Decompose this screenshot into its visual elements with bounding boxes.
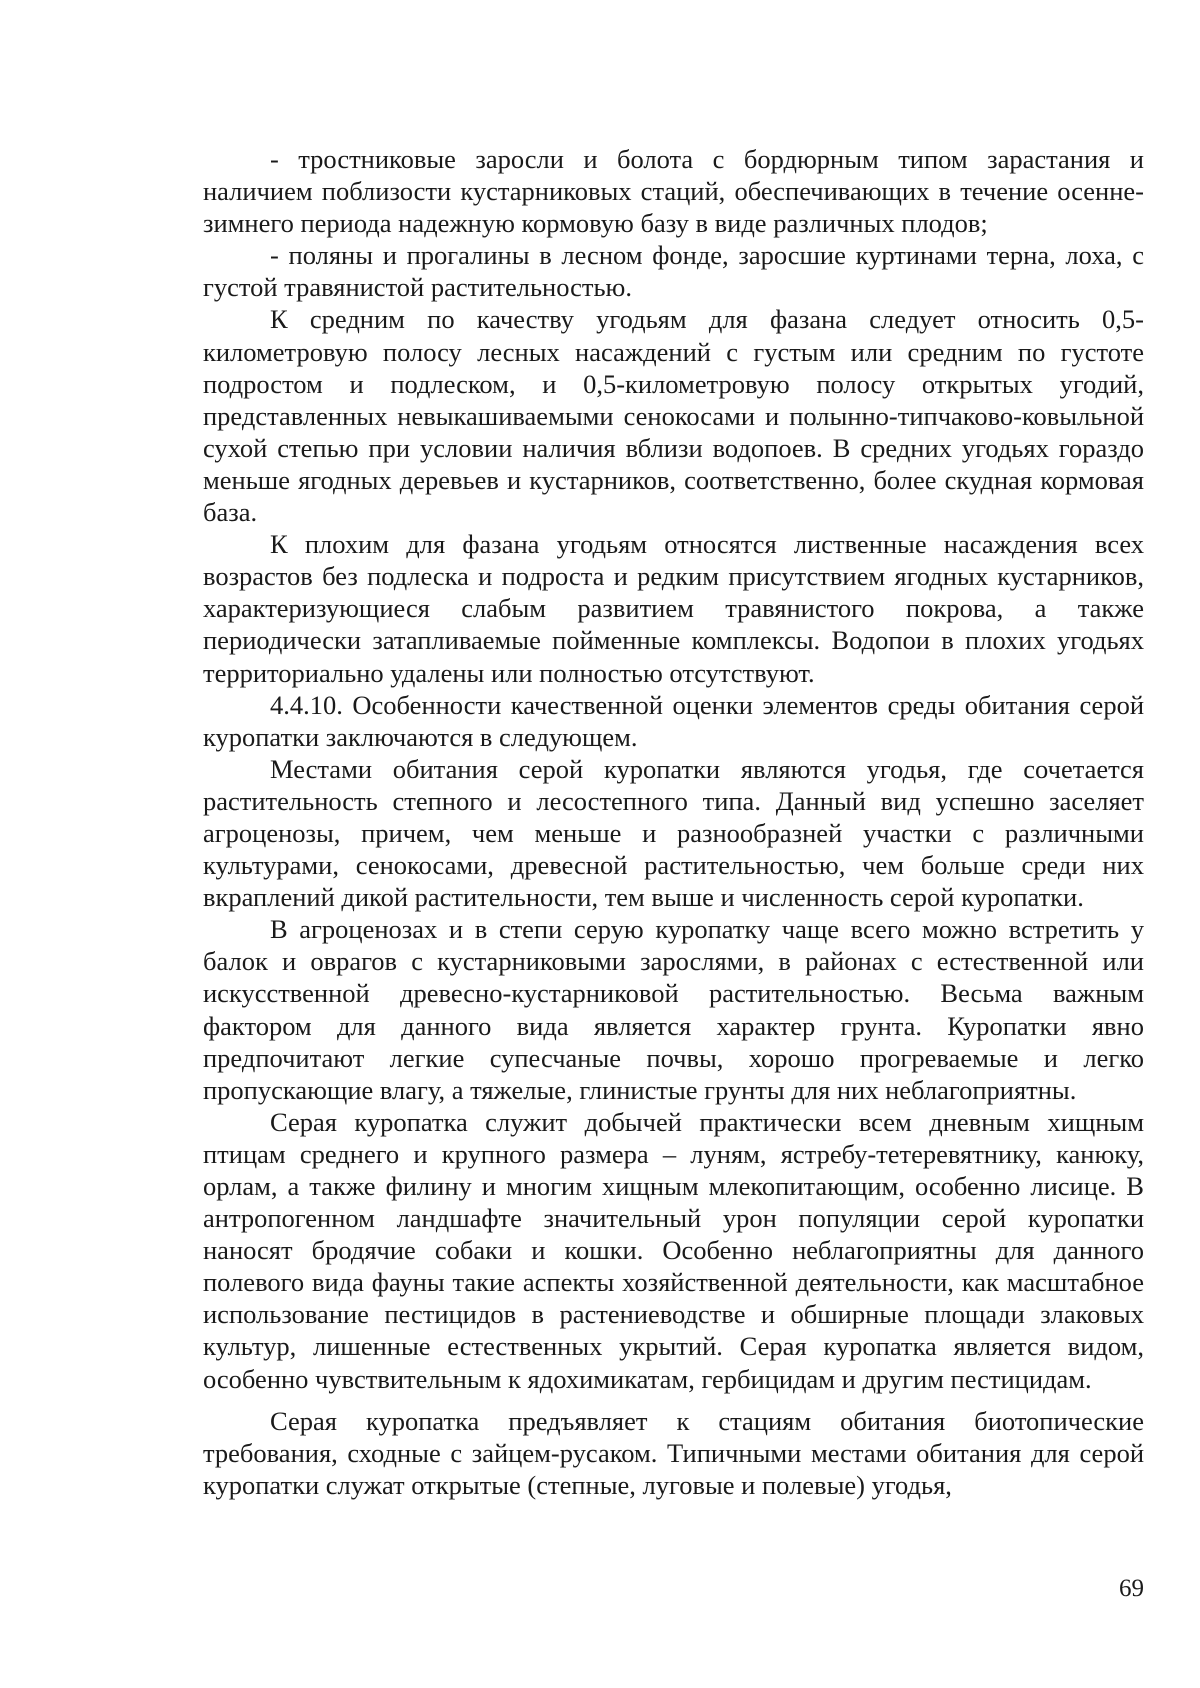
- paragraph-partridge-habitats: Местами обитания серой куропатки являются угодья, где сочетается растительность степного и лесостепного типа. Данный вид успешно заселяет агроценозы, причем, чем меньше и разнообразней участки с различными культурами, сенокосами, древесной растительностью, чем больше среди них вкраплений дикой растительности, тем выше и численность серой куропатки.: [203, 753, 1144, 913]
- page-body: [203, 143, 1144, 1501]
- paragraph-section-4-4-10: 4.4.10. Особенности качественной оценки элементов среды обитания серой куропатки заключаются в следующем.: [203, 689, 1144, 752]
- paragraph-biotope-requirements: Серая куропатка предъявляет к стациям обитания биотопические требования, сходные с зайцем-русаком. Типичными местами обитания для серой куропатки служат открытые (степные, луговые и полевые) угодья,: [203, 1405, 1144, 1500]
- paragraph-reed-thickets: - тростниковые заросли и болота с бордюрным типом зарастания и наличием поблизости кустарниковых стаций, обеспечивающих в течение осенне-зимнего периода надежную кормовую базу в виде различных плодов;: [203, 144, 1144, 239]
- paragraph-agrocenoses: В агроценозах и в степи серую куропатку чаще всего можно встретить у балок и оврагов с кустарниковыми зарослями, в районах с естественной или искусственной древесно-кустарниковой растительностью. Весьма важным фактором для данного вида является характер грунта. Куропатки явно предпочитают легкие супесчаные почвы, хорошо прогреваемые и легко пропускающие влагу, а тяжелые, глинистые грунты для них неблагоприятны.: [203, 914, 1144, 1105]
- paragraph-predators: Серая куропатка служит добычей практически всем дневным хищным птицам среднего и крупного размера – луням, ястребу-тетеревятнику, канюку, орлам, а также филину и многим хищным млекопитающим, особенно лисице. В антропогенном ландшафте значительный урон популяции серой куропатки наносят бродячие собаки и кошки. Особенно неблагоприятны для данного полевого вида фауны такие аспекты хозяйственной деятельности, как масштабное использование пестицидов в растениеводстве и обширные площади злаковых культур, лишенные естественных укрытий. Серая куропатка является видом, особенно чувствительным к ядохимикатам, гербицидам и другим пестицидам.: [203, 1106, 1144, 1394]
- paragraph-glades: - поляны и прогалины в лесном фонде, заросшие куртинами терна, лоха, с густой травянистой растительностью.: [203, 240, 1144, 303]
- page-number: 69: [1119, 1575, 1144, 1602]
- paragraph-poor-quality-lands: К плохим для фазана угодьям относятся лиственные насаждения всех возрастов без подлеска и подроста и редким присутствием ягодных кустарников, характеризующиеся слабым развитием травянистого покрова, а также периодически затапливаемые пойменные комплексы. Водопои в плохих угодьях территориально удалены или полностью отсутствуют.: [203, 529, 1144, 688]
- paragraph-medium-quality-lands: К средним по качеству угодьям для фазана следует относить 0,5-километровую полосу лесных насаждений с густым или средним по густоте подростом и подлеском, и 0,5-километровую полосу открытых угодий, представленных невыкашиваемыми сенокосами и полынно-типчаково-ковыльной сухой степью при условии наличия вблизи водопоев. В средних угодьях гораздо меньше ягодных деревьев и кустарников, соответственно, более скудная кормовая база.: [203, 304, 1144, 528]
